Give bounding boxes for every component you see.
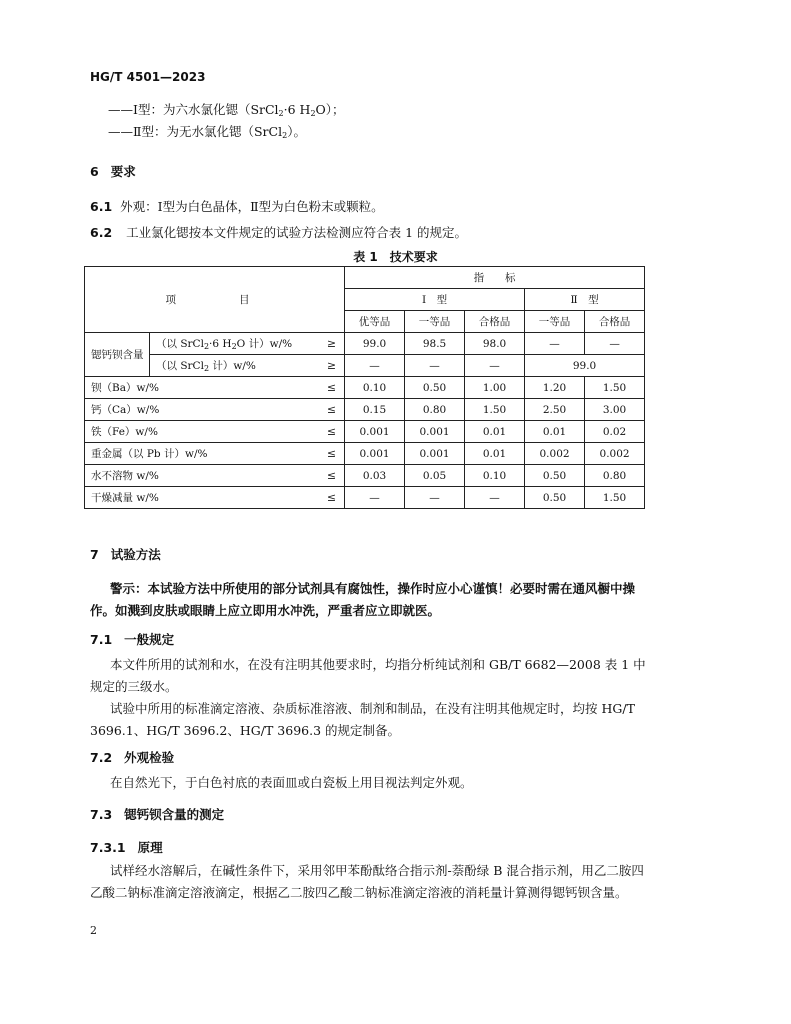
- table-cell-merged: 99.0: [525, 355, 645, 377]
- table-cell: 0.001: [405, 421, 465, 443]
- type1-header: Ⅰ 型: [345, 289, 525, 311]
- table-cell: 0.50: [525, 465, 585, 487]
- table-cell: 0.02: [585, 421, 645, 443]
- page-number: 2: [90, 924, 97, 937]
- table-cell: 0.001: [345, 421, 405, 443]
- table-cell: 0.80: [585, 465, 645, 487]
- clause-6-2: 6.2 工业氯化锶按本文件规定的试验方法检测应符合表 1 的规定。: [90, 225, 468, 240]
- row-label: 铁（Fe）w/%: [85, 421, 315, 443]
- safety-warning: 警示：本试验方法中所使用的部分试剂具有腐蚀性，操作时应小心谨慎！必要时需在通风橱中操作。如溅到皮肤或眼睛上应立即用水冲洗，严重者应立即就医。: [90, 581, 636, 618]
- table-cell: 1.50: [585, 377, 645, 399]
- clause-7-1-heading: 7.1 一般规定: [90, 632, 175, 647]
- table-cell: —: [585, 333, 645, 355]
- comparator: ≤: [315, 399, 345, 421]
- grade-header: 一等品: [525, 311, 585, 333]
- comparator: ≤: [315, 487, 345, 509]
- table-cell: 0.10: [465, 465, 525, 487]
- grade-header: 优等品: [345, 311, 405, 333]
- comparator: ≤: [315, 443, 345, 465]
- clause-7-1-paragraph-1: 本文件所用的试剂和水，在没有注明其他要求时，均指分析纯试剂和 GB/T 6682—2008 表 1 中规定的三级水。: [90, 657, 646, 694]
- table-cell: 1.20: [525, 377, 585, 399]
- indicator-header: 指 标: [345, 267, 645, 289]
- table-cell: —: [525, 333, 585, 355]
- table-cell: —: [405, 487, 465, 509]
- grade-header: 合格品: [465, 311, 525, 333]
- table-cell: 0.01: [525, 421, 585, 443]
- type2-header: Ⅱ 型: [525, 289, 645, 311]
- comparator: ≥: [315, 333, 345, 355]
- comparator: ≥: [315, 355, 345, 377]
- standard-code-header: HG/T 4501—2023: [90, 70, 206, 84]
- table-cell: 1.50: [465, 399, 525, 421]
- table-cell: 99.0: [345, 333, 405, 355]
- section-6-heading: 6 要求: [90, 164, 136, 179]
- table-cell: 0.50: [525, 487, 585, 509]
- table-cell: 98.5: [405, 333, 465, 355]
- clause-7-3-heading: 7.3 锶钙钡含量的测定: [90, 807, 225, 822]
- row-label: 钙（Ca）w/%: [85, 399, 315, 421]
- item-header: 项 目: [85, 267, 345, 333]
- table-cell: 3.00: [585, 399, 645, 421]
- table-cell: 0.002: [525, 443, 585, 465]
- group-label: 锶钙钡含量: [85, 333, 150, 377]
- table-cell: 0.001: [345, 443, 405, 465]
- table-cell: 0.10: [345, 377, 405, 399]
- clause-6-1: 6.1 外观：Ⅰ型为白色晶体，Ⅱ型为白色粉末或颗粒。: [90, 199, 384, 214]
- comparator: ≤: [315, 421, 345, 443]
- table-cell: 0.01: [465, 443, 525, 465]
- table-cell: 0.001: [405, 443, 465, 465]
- clause-7-3-1-paragraph: 试样经水溶解后，在碱性条件下，采用邻甲苯酚酞络合指示剂-萘酚绿 B 混合指示剂，用乙二胺四乙酸二钠标准滴定溶液滴定，根据乙二胺四乙酸二钠标准滴定溶液的消耗量计算测得锶钙钡含量。: [90, 863, 644, 900]
- row-label: 重金属（以 Pb 计）w/%: [85, 443, 315, 465]
- grade-header: 合格品: [585, 311, 645, 333]
- comparator: ≤: [315, 377, 345, 399]
- type2-definition: ——Ⅱ型：为无水氯化锶（SrCl$_2$）。: [108, 124, 306, 140]
- table-cell: 98.0: [465, 333, 525, 355]
- table-cell: 0.50: [405, 377, 465, 399]
- table-cell: 0.80: [405, 399, 465, 421]
- table-cell: —: [465, 355, 525, 377]
- comparator: ≤: [315, 465, 345, 487]
- table-cell: 0.002: [585, 443, 645, 465]
- table-cell: —: [405, 355, 465, 377]
- table-cell: —: [465, 487, 525, 509]
- table-cell: 0.15: [345, 399, 405, 421]
- type1-definition: ——Ⅰ型：为六水氯化锶（SrCl$_2$·6 $H_2O$）；: [108, 102, 345, 118]
- table-cell: —: [345, 487, 405, 509]
- grade-header: 一等品: [405, 311, 465, 333]
- table-cell: 0.03: [345, 465, 405, 487]
- table-cell: 2.50: [525, 399, 585, 421]
- table-cell: 0.05: [405, 465, 465, 487]
- table-cell: 1.00: [465, 377, 525, 399]
- row-label: （以 SrCl$_2$ 计）w/%: [150, 355, 315, 377]
- technical-requirements-table: [84, 266, 645, 509]
- row-label: 钡（Ba）w/%: [85, 377, 315, 399]
- clause-7-1-paragraph-2: 试验中所用的标准滴定溶液、杂质标准溶液、制剂和制品，在没有注明其他规定时，均按 HG/T 3696.1、HG/T 3696.2、HG/T 3696.3 的规定制备。: [90, 701, 635, 738]
- clause-7-2-heading: 7.2 外观检验: [90, 750, 175, 765]
- row-label: 干燥减量 w/%: [85, 487, 315, 509]
- clause-7-3-1-heading: 7.3.1 原理: [90, 840, 163, 855]
- table-cell: 1.50: [585, 487, 645, 509]
- table-cell: —: [345, 355, 405, 377]
- clause-7-2-paragraph: 在自然光下，于白色衬底的表面皿或白瓷板上用目视法判定外观。: [110, 775, 473, 790]
- table-cell: 0.01: [465, 421, 525, 443]
- row-label: （以 SrCl$_2$·6 $H_2O$ 计）w/%: [150, 333, 315, 355]
- table-caption: 表 1 技术要求: [353, 250, 438, 264]
- row-label: 水不溶物 w/%: [85, 465, 315, 487]
- section-7-heading: 7 试验方法: [90, 547, 161, 562]
